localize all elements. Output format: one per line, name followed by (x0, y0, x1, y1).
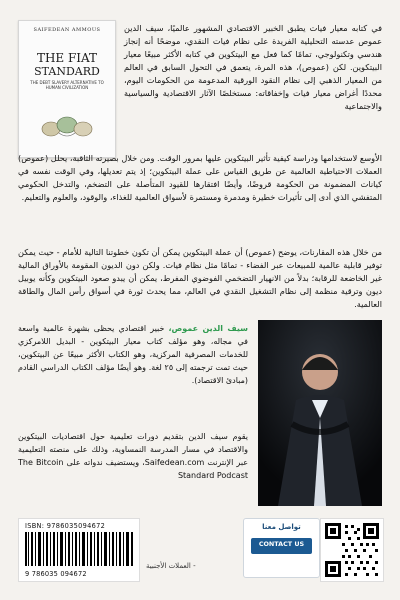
isbn-barcode (18, 518, 140, 582)
contact-badge[interactable] (243, 518, 320, 578)
inset-title-line1: THE FIAT (36, 51, 98, 65)
author-name: سيف الدين عموص، (168, 324, 248, 333)
qr-code[interactable] (320, 518, 384, 582)
contact-title: تواصل معنا (262, 523, 301, 531)
category-label: - العملات الأجنبية (146, 562, 196, 570)
inset-author: SAIFEDEAN AMMOUS (33, 27, 101, 33)
isbn-text-top: ISBN: 9786035094672 (25, 522, 106, 530)
description-paragraph-2: من خلال هذه المقارنات، يوضح (عموص) أن عملة البيتكوين يمكن أن تكون خطوتنا التالية للأمام - حيث يمكن توفير قابلية عالمية للمبيعات عبر الفضاء - تمامًا مثل نظام فيات. ولكن دون الديون المقومة بالأوراق المالية غير الخاضعة للرقابة؛ بدلاً من الانهيار التضخمي الفوضوي المفرط، يمكن أن يبدو صعود البيتكوين وكأنه يوبيل ديون وترقية منظمة إلى نظام التشغيل النقدي في العالم، مما يحدث ثورة في أسواق رأس المال والطاقة العالمية. (18, 247, 382, 309)
isbn-text-bottom: 9 786035 094672 (25, 570, 87, 578)
author-courses: يقوم سيف الدين بتقديم دورات تعليمية حول اقتصاديات البيتكوين والاقتصاد في مسار المدرسة النمساوية، وذلك على منصته التعليمية عبر الإنترنت Saifedean.com، ويستضيف ندواته على The Bitcoin Standard Podcast (18, 432, 248, 480)
description-paragraph-1-continuation: الأوسع لاستخدامها ودراسة كيفية تأثير البيتكوين عليها بمرور الوقت. ومن خلال بصيرته الثاقبة، يحلل (عموص) العملات الاحتياطية العالمية عن طريق القياس على عملة البيتكوين؛ إذ يتم تعديلها، وفي الوقت نفسه في كيانات المضمونة من الحكومة قروضًا، وأيضًا افتقارها للقيود المتأصلة على التضخم، والتدخل الحكومي المتفشي الذي أدى إلى تأثيرات خطيرة ومدمرة ومستمرة لأسواق العالمية للغذاء، والوقود، والعلوم والتعليم. (18, 153, 382, 202)
author-photo (258, 320, 382, 506)
description-paragraph-1: في كتابه معيار فيات يطبق الخبير الاقتصادي المشهور عالميًا، سيف الدين عموص عدسته التحليلية الفريدة على نظام فيات النقدي، موضحًا أنه إنجاز هندسي وتكنولوجي، تمامًا كما فعل مع البيتكوين في كتابه الأكثر مبيعًا معيار البيتكوين. لكن (عموص)، هذه المرة، يتعمق في التحول السابق في العالم من المعيار الذهبي إلى نظام النقود الورقية المدعومة من الحكومات اليوم، محددًا أغراض معيار فيات وإخفاقاته: مستخلصًا الآثار الاقتصادية والسياسية والاجتماعية (124, 23, 382, 111)
coins-illustration (39, 111, 95, 141)
author-bio (18, 322, 248, 387)
inset-book-cover (18, 20, 116, 158)
contact-us-button[interactable] (251, 538, 312, 554)
author-photo-illustration (258, 320, 382, 506)
author-bio-text: خبير اقتصادي يحظى بشهرة عالمية واسعة في مجاله، وهو مؤلف كتاب معيار البيتكوين - البديل اللامركزي للخدمات المصرفية المركزية، وهو الكتاب الأكثر مبيعًا عن البيتكوين، حيث تمت ترجمته إلى ٢٥ لغة. وهو أيضًا مؤلف الكتاب الدراسي القادم (مبادئ الاقتصاد). (18, 324, 248, 385)
barcode-bars (25, 532, 133, 566)
inset-subtitle: THE DEBT SLAVERY ALTERNATIVE TO HUMAN CIVILIZATION (30, 80, 104, 90)
inset-title-line2: STANDARD (34, 65, 100, 78)
qr-code-icon (321, 519, 383, 581)
contact-us-label: CONTACT US (258, 540, 305, 548)
